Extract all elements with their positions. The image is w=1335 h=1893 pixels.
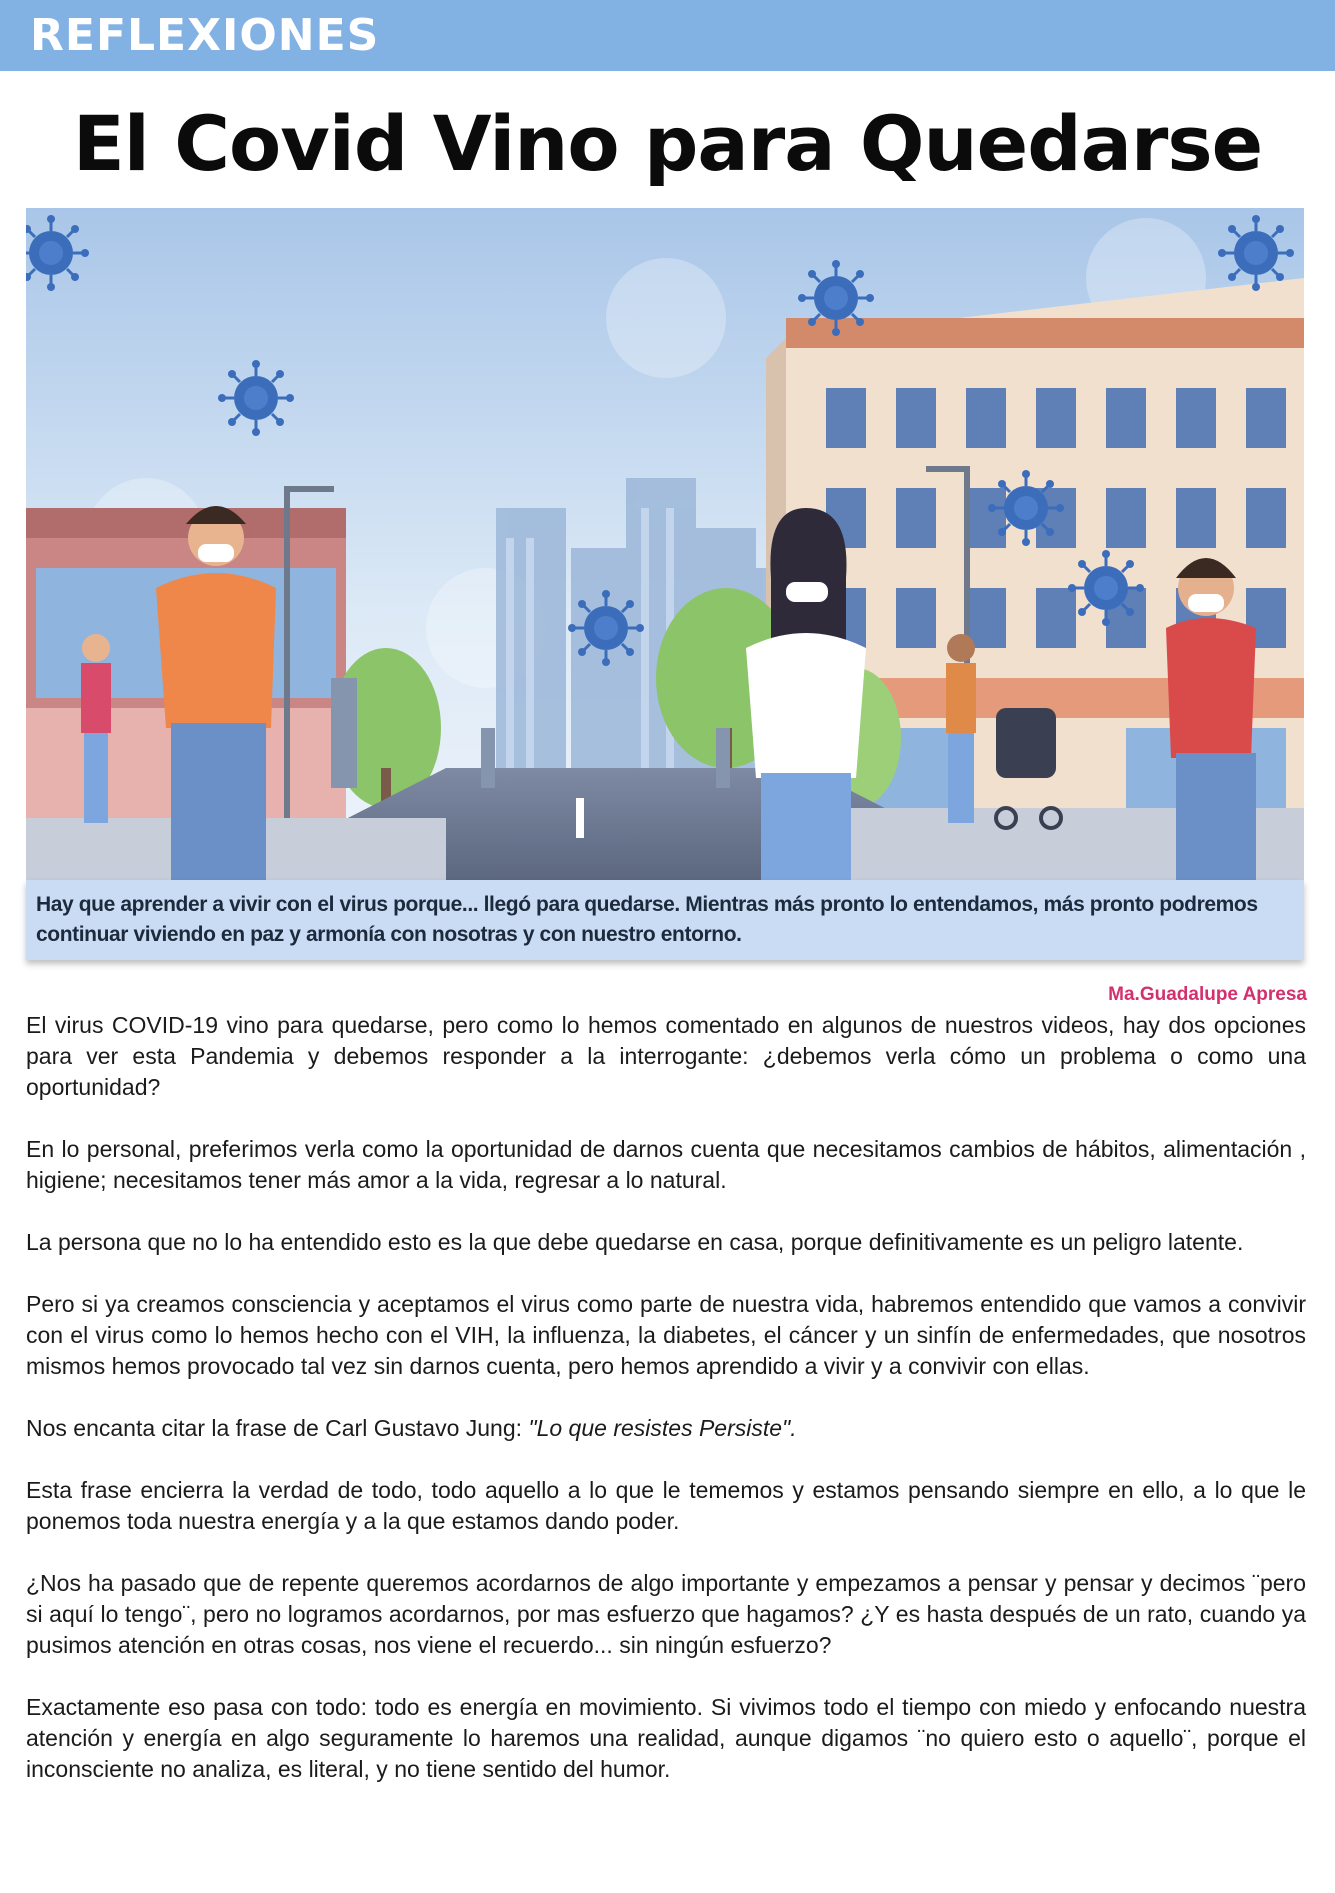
image-caption: Hay que aprender a vivir con el virus porque... llegó para quedarse. Mientras más pronto lo entendamos, más pronto podremos continuar viviendo en paz y armonía con nosotras y con nuestro entorno. — [36, 893, 1258, 946]
author-byline: Ma.Guadalupe Apresa — [1108, 984, 1307, 1005]
quote-paragraph — [26, 1413, 1306, 1444]
caption-box — [26, 880, 1304, 960]
article-body — [26, 1010, 1306, 1816]
paragraph: El virus COVID-19 vino para quedarse, pero como lo hemos comentado en algunos de nuestros videos, hay dos opciones para ver esta Pandemia y debemos responder a la interrogante: ¿debemos verla cómo un problema o como una oportunidad? — [26, 1012, 1306, 1100]
quote-intro: Nos encanta citar la frase de Carl Gustavo Jung: — [26, 1415, 529, 1441]
paragraph: Esta frase encierra la verdad de todo, todo aquello a lo que le tememos y estamos pensando siempre en ello, a lo que le ponemos toda nuestra energía y a la que estamos dando poder. — [26, 1477, 1306, 1534]
paragraph: Pero si ya creamos consciencia y aceptamos el virus como parte de nuestra vida, habremos entendido que vamos a convivir con el virus como lo hemos hecho con el VIH, la influenza, la diabetes, el cáncer y un sinfín de enfermedades, que nosotros mismos hemos provocado tal vez sin darnos cuenta, pero hemos aprendido a vivir y a convivir con ellas. — [26, 1291, 1306, 1379]
covid-city-illustration-icon — [26, 208, 1304, 880]
section-header-bar — [0, 0, 1335, 71]
paragraph: ¿Nos ha pasado que de repente queremos acordarnos de algo importante y empezamos a pensar y pensar y decimos ¨pero si aquí lo tengo¨, pero no logramos acordarnos, por mas esfuerzo que hagamos? ¿Y es hasta después de un rato, cuando ya pusimos atención en otras cosas, nos viene el recuerdo... sin ningún esfuerzo? — [26, 1570, 1306, 1658]
paragraph: Exactamente eso pasa con todo: todo es energía en movimiento. Si vivimos todo el tiempo con miedo y enfocando nuestra atención y energía en algo seguramente lo haremos una realidad, aunque digamos ¨no quiero esto o aquello¨, porque el inconsciente no analiza, es literal, y no tiene sentido del humor. — [26, 1694, 1306, 1782]
jung-quote: "Lo que resistes Persiste". — [528, 1415, 797, 1441]
paragraph: En lo personal, preferimos verla como la oportunidad de darnos cuenta que necesitamos cambios de hábitos, alimentación , higiene; necesitamos tener más amor a la vida, regresar a lo natural. — [26, 1136, 1306, 1193]
article-figure — [26, 208, 1304, 960]
section-label: REFLEXIONES — [30, 10, 380, 61]
paragraph: La persona que no lo ha entendido esto es la que debe quedarse en casa, porque definitivamente es un peligro latente. — [26, 1229, 1244, 1255]
article-title: El Covid Vino para Quedarse — [72, 99, 1263, 188]
